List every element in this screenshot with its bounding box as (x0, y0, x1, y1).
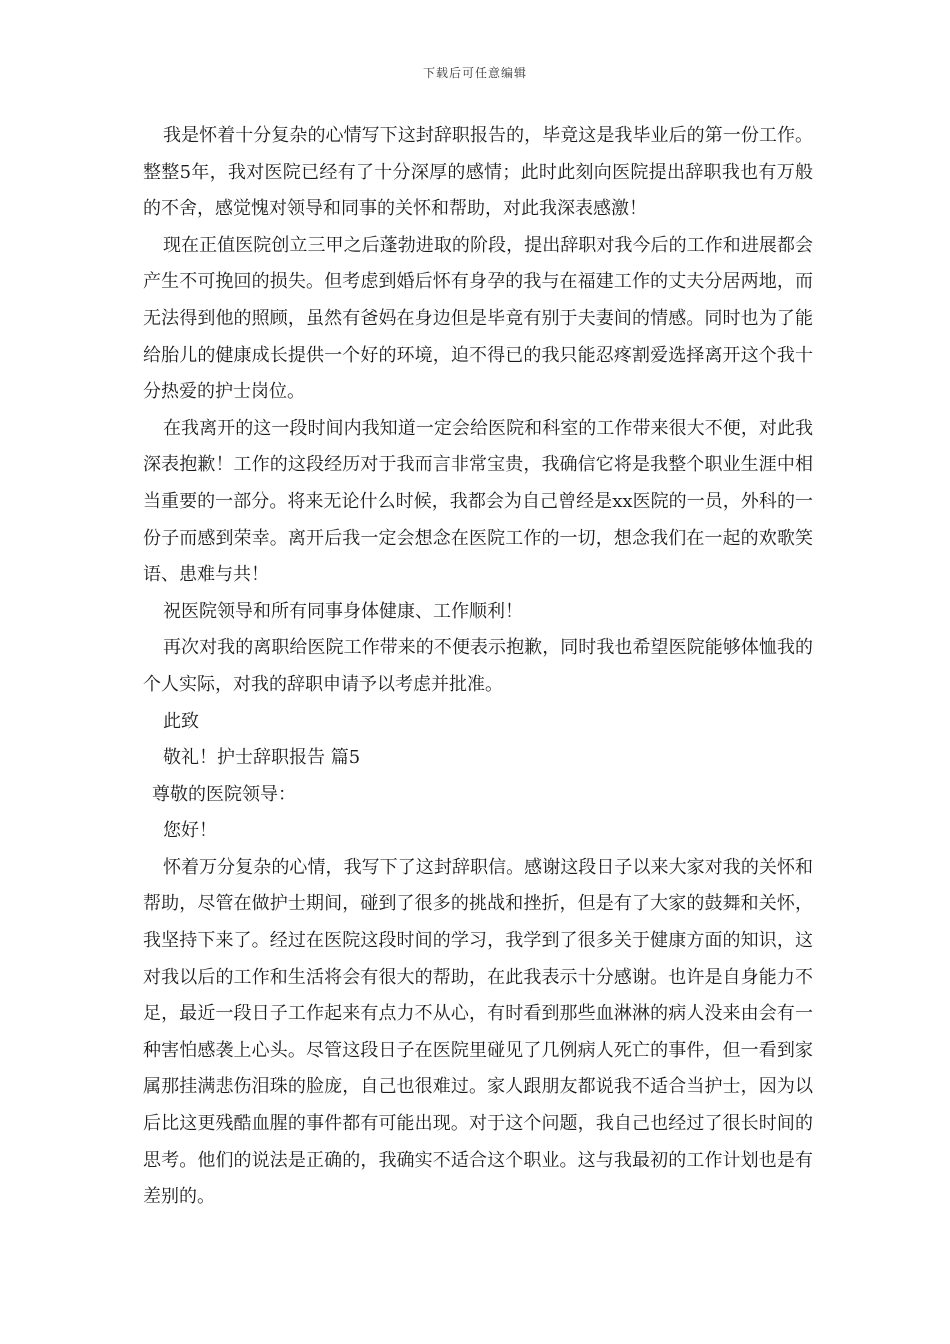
document-body (143, 118, 813, 1216)
closing-and-section-heading: 敬礼！护士辞职报告 篇5 (163, 747, 361, 769)
paragraph-wishes: 祝医院领导和所有同事身体健康、工作顺利！ (163, 600, 523, 622)
paragraph-request: 再次对我的离职给医院工作带来的不便表示抱歉，同时我也希望医院能够体恤我的个人实际，对我的辞职申请予以考虑并批准。 (143, 637, 813, 695)
paragraph-reason: 现在正值医院创立三甲之后蓬勃进取的阶段，提出辞职对我今后的工作和进展都会产生不可挽回的损失。但考虑到婚后怀有身孕的我与在福建工作的丈夫分居两地，而无法得到他的照顾，虽然有爸妈在身边但是毕竟有别于夫妻间的情感。同时也为了能给胎儿的健康成长提供一个好的环境，迫不得已的我只能忍疼割爱选择离开这个我十分热爱的护士岗位。 (143, 234, 813, 403)
letter2-salutation: 尊敬的医院领导： (152, 783, 296, 805)
letter2-body-paragraph: 怀着万分复杂的心情，我写下了这封辞职信。感谢这段日子以来大家对我的关怀和帮助，尽管在做护士期间，碰到了很多的挑战和挫折，但是有了大家的鼓舞和关怀，我坚持下来了。经过在医院这段时间的学习，我学到了很多关于健康方面的知识，这对我以后的工作和生活将会有很大的帮助，在此我表示十分感谢。也许是自身能力不足，最近一段日子工作起来有点力不从心，有时看到那些血淋淋的病人没来由会有一种害怕感袭上心头。尽管这段日子在医院里碰见了几例病人死亡的事件，但一看到家属那挂满悲伤泪珠的脸庞，自己也很难过。家人跟朋友都说我不适合当护士，因为以后比这更残酷血腥的事件都有可能出现。对于这个问题，我自己也经过了很长时间的思考。他们的说法是正确的，我确实不适合这个职业。这与我最初的工作计划也是有差别的。 (143, 856, 813, 1208)
paragraph-apology: 在我离开的这一段时间内我知道一定会给医院和科室的工作带来很大不便，对此我深表抱歉！工作的这段经历对于我而言非常宝贵，我确信它将是我整个职业生涯中相当重要的一部分。将来无论什么时候，我都会为自己曾经是xx医院的一员，外科的一份子而感到荣幸。离开后我一定会想念在医院工作的一切，想念我们在一起的欢歌笑语、患难与共！ (143, 417, 813, 586)
paragraph-opening: 我是怀着十分复杂的心情写下这封辞职报告的，毕竟这是我毕业后的第一份工作。整整5年，我对医院已经有了十分深厚的感情；此时此刻向医院提出辞职我也有万般的不舍，感觉愧对领导和同事的关怀和帮助，对此我深表感激！ (143, 125, 813, 220)
closing-ci-zhi: 此致 (163, 710, 199, 732)
letter2-greeting: 您好！ (163, 820, 217, 842)
page-header-note: 下载后可任意编辑 (422, 66, 527, 80)
